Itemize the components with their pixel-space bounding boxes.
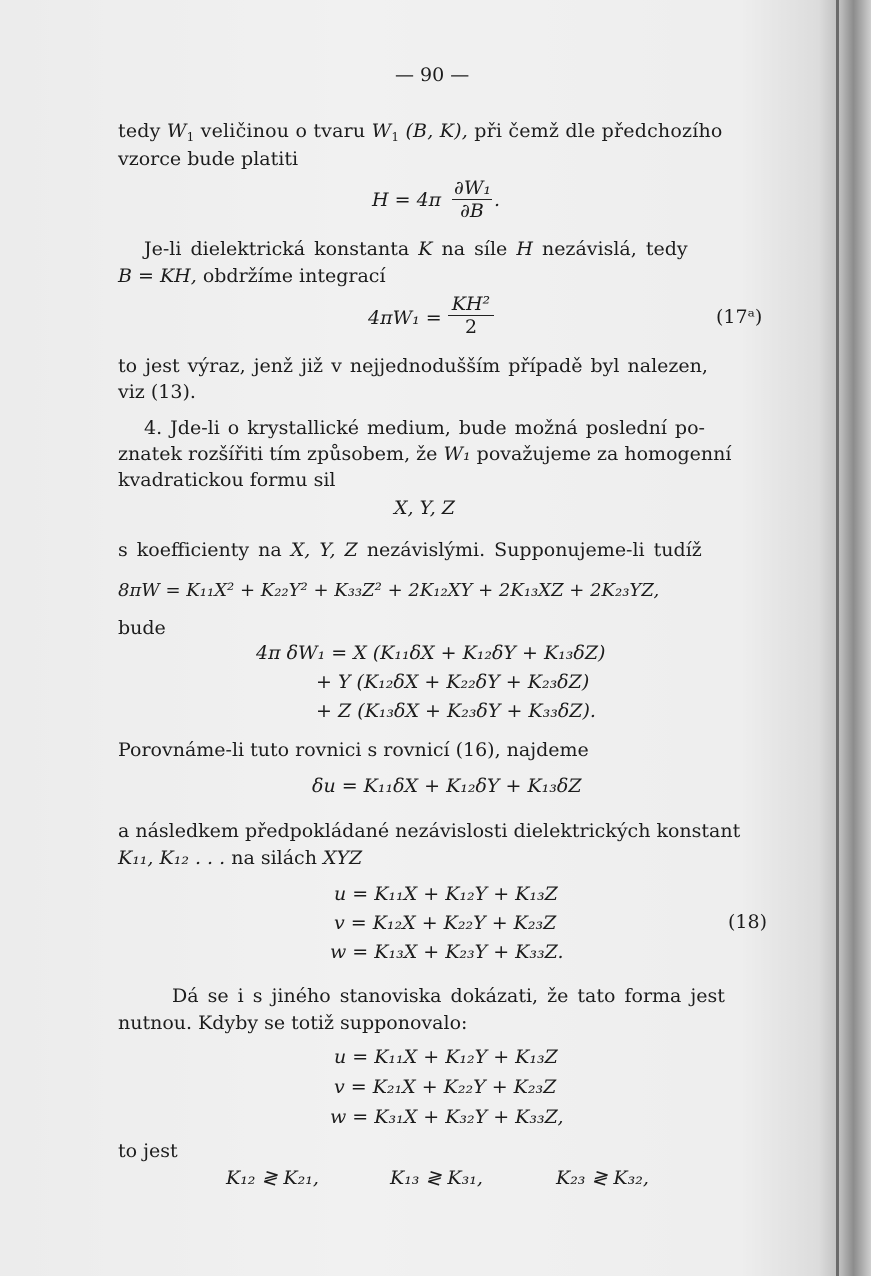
eq-17a-fraction bbox=[448, 293, 494, 338]
eq-h-fraction bbox=[452, 177, 492, 222]
eq-h-numerator: ∂W₁ bbox=[454, 177, 491, 199]
para4-line1: 4. Jde-li o krystallické medium, bude možná poslední po- bbox=[144, 417, 705, 439]
para2-line1: Je-li dielektrická konstanta K na síle H nezávislá, tedy bbox=[144, 238, 688, 260]
xyz-forces: X, Y, Z bbox=[394, 497, 455, 519]
eq-18-u: u = K₁₁X + K₁₂Y + K₁₃Z bbox=[334, 883, 558, 905]
eq-18-w: w = K₁₃X + K₂₃Y + K₃₃Z. bbox=[330, 941, 564, 963]
ineq-k23: K₂₃ ≷ K₃₂, bbox=[556, 1167, 649, 1189]
para1-line2: vzorce bude platiti bbox=[118, 148, 299, 170]
eq-dw-line1: 4π δW₁ = X (K₁₁δX + K₁₂δY + K₁₃δZ) bbox=[256, 642, 606, 664]
ineq-k12: K₁₂ ≷ K₂₁, bbox=[226, 1167, 319, 1189]
to-jest: to jest bbox=[118, 1140, 178, 1162]
para4-line2: znatek rozšířiti tím způsobem, že W₁ považujeme za homogenní bbox=[118, 443, 732, 465]
bude-label: bude bbox=[118, 617, 166, 639]
para3-line1: to jest výraz, jenž již v nejjednodušším případě byl nalezen, bbox=[118, 355, 708, 377]
eq-du: δu = K₁₁δX + K₁₂δY + K₁₃δZ bbox=[312, 775, 582, 797]
para5-line: s koefficienty na X, Y, Z nezávislými. Supponujeme-li tudíž bbox=[118, 539, 702, 561]
para1-line1: tedy $W_1$ veličinou o tvaru $W_1$ (B, K), při čemž dle předchozího bbox=[118, 120, 723, 144]
para3-line2: viz (13). bbox=[118, 381, 196, 403]
eq-alt-w: w = K₃₁X + K₃₂Y + K₃₃Z, bbox=[330, 1106, 564, 1128]
para4-line3: kvadratickou formu sil bbox=[118, 469, 336, 491]
para8-line1: Dá se i s jiného stanoviska dokázati, že tato forma jest bbox=[172, 985, 725, 1007]
eq-h-lhs: H = 4π bbox=[372, 189, 442, 211]
para2-line2: B = KH, obdržíme integrací bbox=[118, 265, 386, 287]
page-number: — 90 — bbox=[395, 64, 470, 86]
eq-8piw: 8πW = K₁₁X² + K₂₂Y² + K₃₃Z² + 2K₁₂XY + 2K₁₃XZ + 2K₂₃YZ, bbox=[118, 580, 660, 601]
para7-line2: K₁₁, K₁₂ . . . na silách XYZ bbox=[118, 847, 363, 869]
eq-alt-v: v = K₂₁X + K₂₂Y + K₂₃Z bbox=[334, 1076, 557, 1098]
eq-alt-u: u = K₁₁X + K₁₂Y + K₁₃Z bbox=[334, 1046, 558, 1068]
eq-18-label: (18) bbox=[728, 911, 768, 933]
binding-edge bbox=[836, 0, 839, 1276]
ineq-k13: K₁₃ ≷ K₃₁, bbox=[390, 1167, 483, 1189]
eq-h-denominator: ∂B bbox=[460, 200, 484, 222]
eq-h-tail: . bbox=[494, 189, 501, 211]
para6: Porovnáme-li tuto rovnici s rovnicí (16), najdeme bbox=[118, 739, 589, 761]
eq-17a-label: (17ᵃ) bbox=[716, 306, 763, 328]
eq-18-v: v = K₁₂X + K₂₂Y + K₂₃Z bbox=[334, 912, 557, 934]
eq-dw-line3: + Z (K₁₃δX + K₂₃δY + K₃₃δZ). bbox=[316, 700, 596, 722]
eq-17a-numerator: KH² bbox=[448, 293, 494, 316]
eq-dw-line2: + Y (K₁₂δX + K₂₂δY + K₂₃δZ) bbox=[316, 671, 590, 693]
para7-line1: a následkem předpokládané nezávislosti dielektrických konstant bbox=[118, 820, 741, 842]
para8-line2: nutnou. Kdyby se totiž supponovalo: bbox=[118, 1012, 468, 1034]
eq-17a-lhs: 4πW₁ = bbox=[368, 307, 442, 329]
eq-17a-denominator: 2 bbox=[464, 316, 478, 338]
